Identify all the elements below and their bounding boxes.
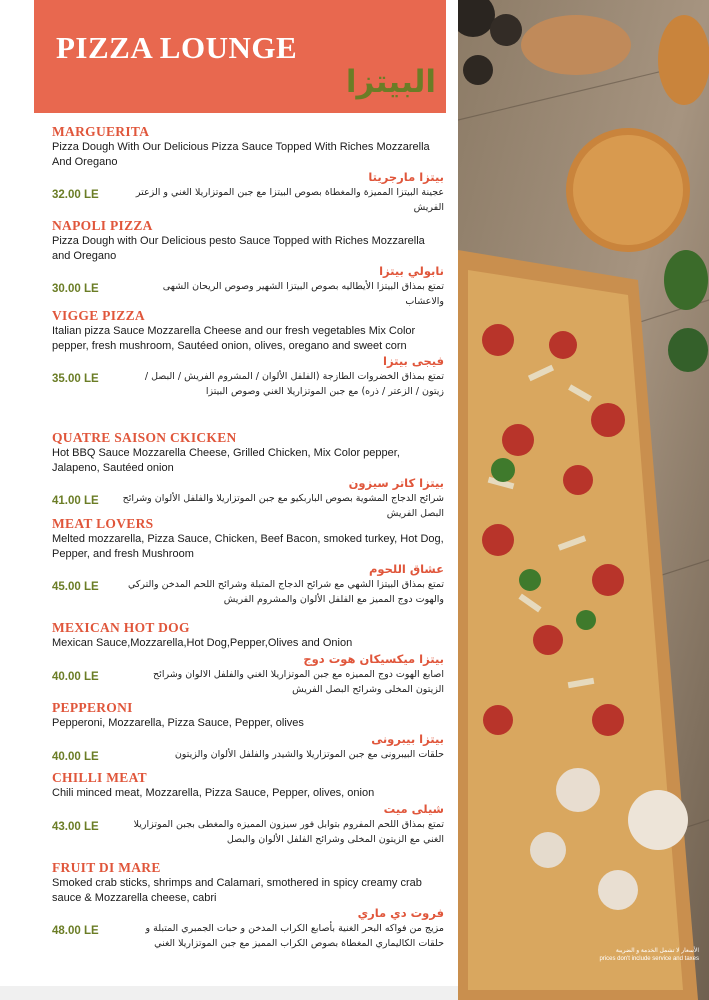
menu-header xyxy=(34,0,446,113)
item-name: VIGGE PIZZA xyxy=(52,308,145,323)
item-arabic-block xyxy=(52,169,444,215)
item-name: QUATRE SAISON CKICKEN xyxy=(52,430,237,445)
item-arabic-block xyxy=(52,475,444,521)
item-price: 40.00 LE xyxy=(52,670,99,683)
page-title-arabic: البيتزا xyxy=(345,64,436,100)
item-price: 48.00 LE xyxy=(52,925,99,937)
item-arabic-block xyxy=(52,353,444,399)
item-price: 32.00 LE xyxy=(52,189,99,201)
item-description: Chili minced meat, Mozzarella, Pizza Sauce, Pepper, olives, onion xyxy=(52,787,375,799)
menu-item xyxy=(52,430,444,521)
item-arabic-block xyxy=(52,651,444,697)
item-arabic-name: فروت دي ماري xyxy=(357,906,444,920)
item-name: NAPOLI PIZZA xyxy=(52,218,153,233)
item-description: Pepperoni, Mozzarella, Pizza Sauce, Pepper, olives xyxy=(52,717,304,729)
item-name: MEXICAN HOT DOG xyxy=(52,620,190,635)
item-name: MARGUERITA xyxy=(52,124,150,139)
item-description: Mexican Sauce,Mozzarella,Hot Dog,Pepper,Olives and Onion xyxy=(52,637,353,649)
item-arabic-description: مزيج من فواكه البحر الغنية بأصابع الكراب المدخن و حبات الجمبري المتبلة و حلقات الكاليماري المغطاة بصوص الكراب المميز مع جبن الموتزاريلا الغني xyxy=(145,923,444,949)
item-description: Hot BBQ Sauce Mozzarella Cheese, Grilled Chicken, Mix Color pepper, Jalapeno, Sautéed onion xyxy=(52,447,400,474)
item-arabic-block xyxy=(52,731,444,762)
item-name: FRUIT DI MARE xyxy=(52,860,161,875)
item-arabic-block xyxy=(52,263,444,309)
item-price: 43.00 LE xyxy=(52,820,99,833)
item-description: Melted mozzarella, Pizza Sauce, Chicken, Beef Bacon, smoked turkey, Hot Dog, Pepper, and fresh Mushroom xyxy=(52,533,444,560)
pizza-photo xyxy=(458,0,709,1000)
pizza-illustration xyxy=(458,0,709,1000)
item-arabic-name: بيتزا ميكسيكان هوت دوج xyxy=(303,651,444,666)
item-arabic-description: تمتع بمذاق الخضروات الطازجة (الفلفل الألوان / المشروم الفريش / البصل / زيتون / الزعتر / ذره) مع جبن الموتزاريلا الغني وصوص البيتزا xyxy=(144,371,444,397)
item-price: 35.00 LE xyxy=(52,373,99,385)
item-arabic-name: عشاق اللحوم xyxy=(368,562,444,576)
menu-item xyxy=(52,308,444,399)
item-arabic-name: بيتزا مارجريتا xyxy=(368,170,444,184)
item-description: Pizza Dough With Our Delicious Pizza Sauce Topped With Riches Mozzarella And Oregano xyxy=(52,141,430,168)
item-arabic-name: شيلى ميت xyxy=(383,801,444,816)
page-title: PIZZA LOUNGE xyxy=(56,30,298,65)
item-arabic-description: شرائح الدجاج المشوية بصوص الباربكيو مع جبن الموتزاريلا والفلفل الألوان وشرائح البصل الفريش xyxy=(122,493,444,519)
item-price: 41.00 LE xyxy=(52,495,99,507)
item-arabic-description: اصابع الهوت دوج المميزه مع جبن الموتزاريلا الغني والفلفل الالوان وشرائح الزيتون المخلى وشرائح البصل الفريش xyxy=(153,668,444,695)
footer-note xyxy=(599,947,699,963)
item-arabic-description: عجينة البيتزا المميزة والمغطاة بصوص البيتزا مع جبن الموتزاريلا الغني و الزعتر الفريش xyxy=(135,187,444,213)
item-arabic-description: تمتع بمذاق البيتزا الشهي مع شرائح الدجاج المتبلة وشرائح اللحم المدخن والتركي والهوت دوج المميز مع الفلفل الألوان والمشروم الفريش xyxy=(127,579,444,605)
item-arabic-name: بيتزا بيبرونى xyxy=(371,731,444,746)
menu-item xyxy=(52,700,444,762)
menu-item xyxy=(52,770,444,847)
item-arabic-block xyxy=(52,561,444,607)
item-name: MEAT LOVERS xyxy=(52,516,154,531)
menu-item xyxy=(52,516,444,607)
item-name: PEPPERONI xyxy=(52,700,133,715)
footer-bar xyxy=(0,986,458,1000)
item-arabic-description: حلقات البيبرونى مع جبن الموتزاريلا والشيدر والفلفل الألوان والزيتون xyxy=(174,748,444,760)
footer-note-english: prices don't include service and taxes xyxy=(599,956,699,962)
item-arabic-block xyxy=(52,801,444,847)
item-arabic-name: فيجى بيتزا xyxy=(383,354,444,368)
menu-item xyxy=(52,860,444,951)
item-description: Pizza Dough with Our Delicious pesto Sauce Topped with Riches Mozzarella and Oregano xyxy=(52,235,425,262)
item-price: 45.00 LE xyxy=(52,581,99,593)
item-price: 30.00 LE xyxy=(52,283,99,295)
item-description: Smoked crab sticks, shrimps and Calamari, smothered in spicy creamy crab sauce & Mozzarella cheese, cabri xyxy=(52,877,422,904)
footer-note-arabic: الأسعار لا تشمل الخدمة و الضريبة xyxy=(615,948,699,954)
item-description: Italian pizza Sauce Mozzarella Cheese and our fresh vegetables Mix Color pepper, fresh mushroom, Sautéed onion, olives, oregano and sweet corn xyxy=(52,325,416,352)
menu-item xyxy=(52,218,444,309)
item-name: CHILLI MEAT xyxy=(52,770,147,785)
item-arabic-name: نابولي بيتزا xyxy=(379,264,444,278)
item-arabic-block xyxy=(52,905,444,951)
menu-item xyxy=(52,124,444,215)
menu-item xyxy=(52,620,444,697)
item-price: 40.00 LE xyxy=(52,750,99,763)
item-arabic-description: تمتع بمذاق اللحم المفروم بتوابل فور سيزون المميزه والمغطى بجبن الموتزاريلا الغني مع الزيتون المخلى وشرائح الفلفل الألوان والبصل xyxy=(133,818,444,845)
item-arabic-name: بيتزا كاتر سيزون xyxy=(348,476,444,490)
item-arabic-description: تمتع بمذاق البيتزا الأيطاليه بصوص البيتزا الشهير وصوص الريحان الشهى والاعشاب xyxy=(162,281,444,307)
